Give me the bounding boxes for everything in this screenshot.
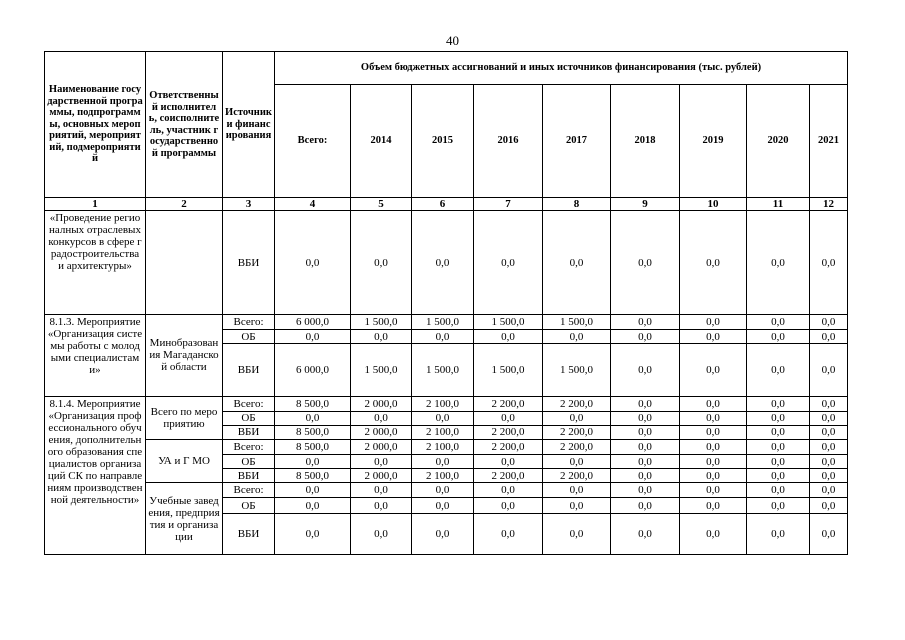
column-number: 1: [45, 198, 146, 211]
table-row: [45, 396, 848, 411]
year-value: 0,0: [611, 411, 680, 425]
funding-source: ВБИ: [223, 425, 275, 439]
year-value: 0,0: [474, 455, 543, 469]
table-row: [45, 439, 848, 454]
column-number: 8: [543, 198, 611, 211]
column-number: 12: [810, 198, 848, 211]
header-year: 2014: [351, 85, 412, 198]
year-value: 0,0: [810, 425, 848, 439]
year-value: 0,0: [611, 455, 680, 469]
year-value: 0,0: [680, 513, 747, 554]
year-value: 2 000,0: [351, 396, 412, 411]
header-executor: Ответственный исполнитель, соисполнитель, участник государственной программы: [146, 52, 223, 198]
total-value: 0,0: [275, 330, 351, 344]
year-value: 0,0: [412, 211, 474, 315]
year-value: 0,0: [474, 483, 543, 498]
total-value: 8 500,0: [275, 469, 351, 483]
year-value: 1 500,0: [351, 315, 412, 330]
budget-table: [44, 51, 848, 555]
year-value: 0,0: [412, 330, 474, 344]
year-value: 2 100,0: [412, 425, 474, 439]
header-year: 2021: [810, 85, 848, 198]
year-value: 0,0: [810, 455, 848, 469]
year-value: 1 500,0: [351, 344, 412, 396]
year-value: 0,0: [543, 411, 611, 425]
year-value: 0,0: [680, 483, 747, 498]
year-value: 0,0: [611, 439, 680, 454]
year-value: 0,0: [351, 330, 412, 344]
year-value: 0,0: [543, 513, 611, 554]
year-value: 0,0: [351, 498, 412, 513]
year-value: 0,0: [747, 330, 810, 344]
total-value: 0,0: [275, 483, 351, 498]
column-number: 7: [474, 198, 543, 211]
total-value: 8 500,0: [275, 396, 351, 411]
year-value: 0,0: [351, 211, 412, 315]
table-body: [45, 211, 848, 555]
year-value: 0,0: [680, 455, 747, 469]
funding-source: ОБ: [223, 498, 275, 513]
header-name: Наименование государственной программы, подпрограммы, основных мероприятий, мероприятий, подмероприятий: [45, 52, 146, 198]
year-value: 0,0: [810, 396, 848, 411]
year-value: 0,0: [747, 211, 810, 315]
year-value: 0,0: [412, 411, 474, 425]
year-value: 0,0: [680, 396, 747, 411]
table-row: [45, 315, 848, 330]
header-total: Всего:: [275, 85, 351, 198]
year-value: 0,0: [680, 469, 747, 483]
activity-name: 8.1.4. Мероприятие «Организация профессионального обучения, дополнительного образования специалистов организаций СК по направлениям производственной деятельности»: [45, 396, 146, 554]
funding-source: Всего:: [223, 439, 275, 454]
header-year: 2019: [680, 85, 747, 198]
year-value: 0,0: [747, 315, 810, 330]
year-value: 0,0: [412, 498, 474, 513]
year-value: 0,0: [611, 396, 680, 411]
year-value: 0,0: [611, 498, 680, 513]
total-value: 0,0: [275, 455, 351, 469]
year-value: 0,0: [611, 330, 680, 344]
year-value: 0,0: [412, 483, 474, 498]
column-number: 9: [611, 198, 680, 211]
year-value: 0,0: [810, 483, 848, 498]
year-value: 2 200,0: [543, 425, 611, 439]
year-value: 0,0: [747, 411, 810, 425]
executor-name: [146, 211, 223, 315]
year-value: 0,0: [611, 315, 680, 330]
total-value: 6 000,0: [275, 315, 351, 330]
year-value: 2 200,0: [543, 469, 611, 483]
year-value: 0,0: [680, 425, 747, 439]
year-value: 0,0: [351, 513, 412, 554]
year-value: 2 200,0: [474, 425, 543, 439]
year-value: 2 000,0: [351, 439, 412, 454]
year-value: 0,0: [474, 513, 543, 554]
year-value: 2 200,0: [474, 439, 543, 454]
year-value: 0,0: [543, 211, 611, 315]
funding-source: ВБИ: [223, 211, 275, 315]
column-number: 6: [412, 198, 474, 211]
year-value: 0,0: [747, 498, 810, 513]
year-value: 0,0: [680, 498, 747, 513]
funding-source: ВБИ: [223, 469, 275, 483]
year-value: 0,0: [412, 455, 474, 469]
year-value: 0,0: [747, 513, 810, 554]
year-value: 0,0: [351, 483, 412, 498]
column-number: 11: [747, 198, 810, 211]
total-value: 0,0: [275, 513, 351, 554]
year-value: 0,0: [747, 344, 810, 396]
executor-name: Всего по мероприятию: [146, 396, 223, 439]
column-number: 3: [223, 198, 275, 211]
year-value: 1 500,0: [412, 315, 474, 330]
year-value: 2 100,0: [412, 396, 474, 411]
year-value: 0,0: [680, 411, 747, 425]
header-volume: Объем бюджетных ассигнований и иных источников финансирования (тыс. рублей): [275, 52, 848, 85]
year-value: 0,0: [810, 469, 848, 483]
year-value: 0,0: [680, 439, 747, 454]
year-value: 0,0: [611, 425, 680, 439]
total-value: 8 500,0: [275, 439, 351, 454]
total-value: 6 000,0: [275, 344, 351, 396]
funding-source: ВБИ: [223, 344, 275, 396]
year-value: 1 500,0: [543, 315, 611, 330]
header-year: 2018: [611, 85, 680, 198]
year-value: 0,0: [474, 498, 543, 513]
funding-source: Всего:: [223, 396, 275, 411]
year-value: 1 500,0: [543, 344, 611, 396]
year-value: 0,0: [747, 483, 810, 498]
year-value: 1 500,0: [412, 344, 474, 396]
total-value: 0,0: [275, 411, 351, 425]
year-value: 0,0: [474, 411, 543, 425]
column-number: 4: [275, 198, 351, 211]
year-value: 0,0: [747, 425, 810, 439]
funding-source: Всего:: [223, 315, 275, 330]
year-value: 0,0: [810, 330, 848, 344]
year-value: 0,0: [611, 344, 680, 396]
header-source: Источники финансирования: [223, 52, 275, 198]
column-number: 5: [351, 198, 412, 211]
executor-name: Минобразования Магаданской области: [146, 315, 223, 396]
year-value: 0,0: [543, 483, 611, 498]
year-value: 0,0: [810, 513, 848, 554]
year-value: 0,0: [351, 455, 412, 469]
executor-name: УА и Г МО: [146, 439, 223, 482]
total-value: 0,0: [275, 498, 351, 513]
year-value: 0,0: [543, 498, 611, 513]
funding-source: ОБ: [223, 455, 275, 469]
year-value: 2 100,0: [412, 439, 474, 454]
year-value: 0,0: [810, 439, 848, 454]
year-value: 0,0: [810, 498, 848, 513]
year-value: 2 200,0: [543, 439, 611, 454]
column-number: 10: [680, 198, 747, 211]
year-value: 0,0: [680, 315, 747, 330]
year-value: 0,0: [680, 330, 747, 344]
year-value: 1 500,0: [474, 344, 543, 396]
funding-source: Всего:: [223, 483, 275, 498]
year-value: 0,0: [351, 411, 412, 425]
year-value: 0,0: [680, 344, 747, 396]
table-row: [45, 211, 848, 315]
funding-source: ВБИ: [223, 513, 275, 554]
year-value: 2 000,0: [351, 469, 412, 483]
year-value: 0,0: [747, 469, 810, 483]
activity-name: «Проведение регионалных отраслевых конкурсов в сфере градостроительства и архитектуры»: [45, 211, 146, 315]
year-value: 0,0: [747, 396, 810, 411]
funding-source: ОБ: [223, 411, 275, 425]
year-value: 0,0: [474, 211, 543, 315]
year-value: 0,0: [810, 211, 848, 315]
executor-name: Учебные заведения, предприятия и организации: [146, 483, 223, 555]
year-value: 0,0: [474, 330, 543, 344]
header-year: 2017: [543, 85, 611, 198]
year-value: 0,0: [543, 455, 611, 469]
year-value: 0,0: [611, 211, 680, 315]
column-number-row: [45, 198, 848, 211]
year-value: 0,0: [543, 330, 611, 344]
header-year: 2015: [412, 85, 474, 198]
year-value: 0,0: [611, 469, 680, 483]
year-value: 0,0: [810, 315, 848, 330]
year-value: 0,0: [810, 411, 848, 425]
total-value: 8 500,0: [275, 425, 351, 439]
header-year: 2020: [747, 85, 810, 198]
year-value: 0,0: [412, 513, 474, 554]
year-value: 0,0: [810, 344, 848, 396]
total-value: 0,0: [275, 211, 351, 315]
year-value: 1 500,0: [474, 315, 543, 330]
year-value: 0,0: [611, 513, 680, 554]
year-value: 2 000,0: [351, 425, 412, 439]
year-value: 2 200,0: [474, 469, 543, 483]
year-value: 2 100,0: [412, 469, 474, 483]
year-value: 0,0: [747, 455, 810, 469]
page-number: 40: [446, 33, 459, 48]
year-value: 0,0: [747, 439, 810, 454]
year-value: 0,0: [611, 483, 680, 498]
activity-name: 8.1.3. Мероприятие «Организация системы работы с молодыми специалистами»: [45, 315, 146, 396]
year-value: 2 200,0: [543, 396, 611, 411]
table-row: [45, 483, 848, 498]
header-year: 2016: [474, 85, 543, 198]
funding-source: ОБ: [223, 330, 275, 344]
column-number: 2: [146, 198, 223, 211]
year-value: 2 200,0: [474, 396, 543, 411]
year-value: 0,0: [680, 211, 747, 315]
